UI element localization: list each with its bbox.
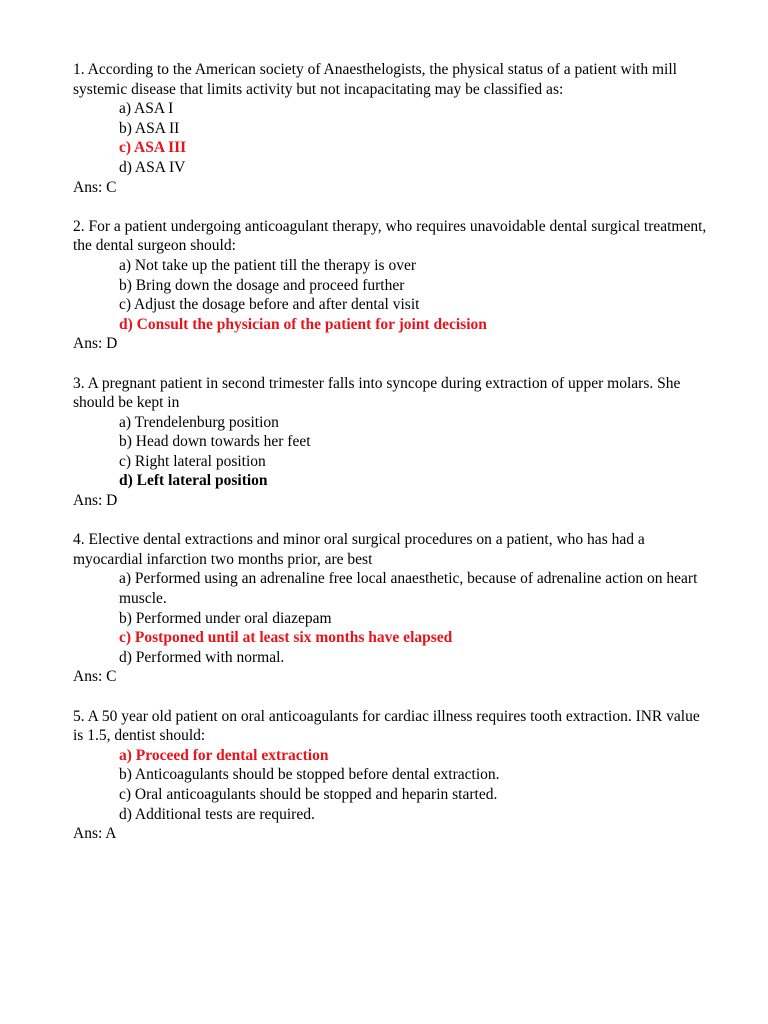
option-list — [73, 569, 713, 667]
option-a: a) ASA I — [119, 100, 174, 118]
option-list — [73, 256, 713, 334]
answer-line: Ans: C — [73, 668, 117, 686]
document-page — [73, 60, 713, 863]
question-3 — [73, 374, 713, 511]
question-stem: 1. According to the American society of Anaesthelogists, the physical status of a patient with mill systemic disease that limits activity but not incapacitating may be classified as: — [73, 61, 677, 98]
question-5 — [73, 707, 713, 844]
option-c: c) Postponed until at least six months have elapsed — [119, 629, 453, 647]
option-c: c) ASA III — [119, 139, 187, 157]
question-4 — [73, 530, 713, 687]
option-c: c) Right lateral position — [119, 452, 266, 470]
option-d: d) Additional tests are required. — [119, 805, 315, 823]
option-c: c) Oral anticoagulants should be stopped and heparin started. — [119, 785, 498, 803]
question-stem: 3. A pregnant patient in second trimester falls into syncope during extraction of upper molars. She should be kept in — [73, 374, 681, 412]
option-b: b) ASA II — [119, 119, 180, 137]
option-b: b) Anticoagulants should be stopped before dental extraction. — [119, 766, 500, 784]
answer-line: Ans: C — [73, 178, 117, 196]
option-d: d) Consult the physician of the patient for joint decision — [119, 315, 487, 333]
question-stem: 5. A 50 year old patient on oral anticoagulants for cardiac illness requires tooth extraction. INR value is 1.5, dentist should: — [73, 707, 700, 745]
option-list — [73, 413, 713, 491]
option-d: d) Performed with normal. — [119, 648, 285, 666]
answer-line: Ans: D — [73, 492, 118, 510]
question-1 — [73, 60, 713, 197]
option-a: a) Trendelenburg position — [119, 413, 279, 431]
option-b: b) Performed under oral diazepam — [119, 609, 332, 627]
option-d: d) Left lateral position — [119, 472, 268, 490]
option-b: b) Head down towards her feet — [119, 433, 311, 451]
question-stem: 2. For a patient undergoing anticoagulant therapy, who requires unavoidable dental surgical treatment, the dental surgeon should: — [73, 217, 707, 255]
option-a: a) Performed using an adrenaline free local anaesthetic, because of adrenaline action on heart muscle. — [119, 570, 698, 608]
option-list — [73, 746, 713, 824]
answer-line: Ans: D — [73, 335, 118, 353]
question-stem: 4. Elective dental extractions and minor oral surgical procedures on a patient, who has had a myocardial infarction two months prior, are best — [73, 531, 645, 568]
option-a: a) Proceed for dental extraction — [119, 746, 329, 764]
option-d: d) ASA IV — [119, 158, 186, 176]
answer-line: Ans: A — [73, 825, 117, 843]
option-c: c) Adjust the dosage before and after dental visit — [119, 296, 420, 314]
option-a: a) Not take up the patient till the therapy is over — [119, 256, 416, 274]
option-list — [73, 99, 713, 177]
question-2 — [73, 217, 713, 354]
option-b: b) Bring down the dosage and proceed further — [119, 276, 405, 294]
